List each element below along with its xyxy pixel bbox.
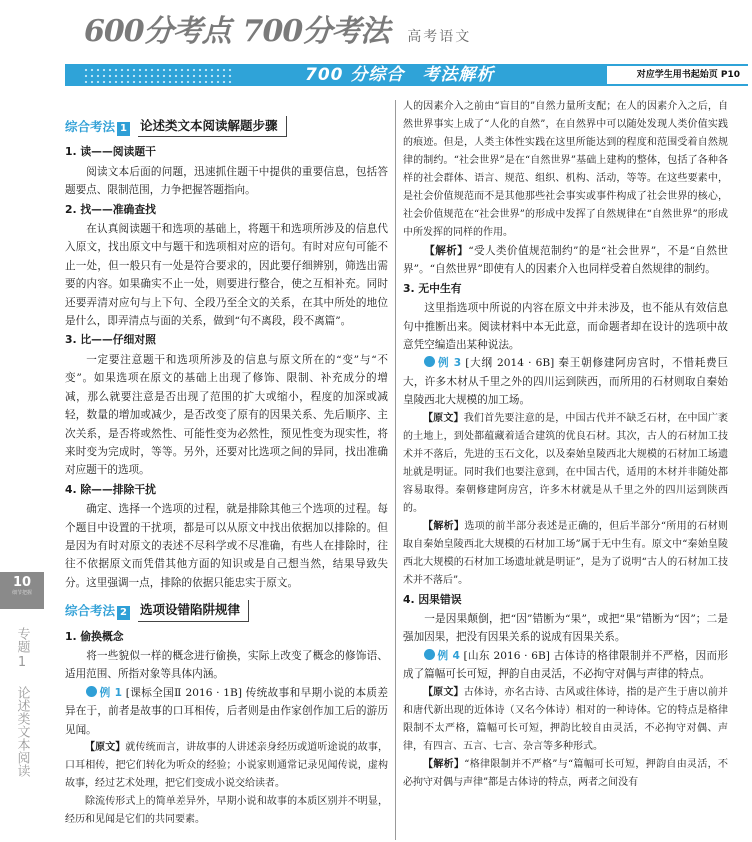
section-title: 论述类文本阅读解题步骤 xyxy=(138,116,287,137)
book-subtitle: 高考语文 xyxy=(407,29,472,45)
example-3-source xyxy=(403,410,728,518)
section-tag: 综合考法 1 xyxy=(65,118,130,136)
example-text: [课标全国Ⅱ 2016 · 1B] 传统故事和早期小说的本质差异在于，前者是故事的口耳相传，后者则是由作家创作加工后的游历见闻。 xyxy=(65,686,388,736)
continued-source-text: 人的因素介入之前由“盲目的”自然力量所支配；在人的因素介入之后，自然世界事实上成了“人化的自然”，在自然界中可以随处发现人类价值实践的痕迹。但是，人类主体性实践在这里所能达到的程度和范围受着自然规律的制约。“社会世界”是在“自然世界”基础上建构的整体，包括了各种各样的社会群体、语言、规范、组织、机构、活动，等等。在这些要素中，是社会价值规范而不是其他那些社会事实或事件构成了社会世界的核心，社会价值规范在“社会世界”的形成中发挥了自然规律在“自然世界”的形成中所发挥的同样的作用。 xyxy=(403,101,728,238)
analysis-label: 【解析】 xyxy=(424,245,469,257)
chapter-banner xyxy=(65,64,748,86)
source-label: 【原文】 xyxy=(423,686,464,698)
section-title: 选项设错陷阱规律 xyxy=(138,600,249,621)
side-topic-a: 专题 xyxy=(14,627,30,653)
example-3 xyxy=(403,354,728,409)
example-3-analysis xyxy=(403,518,728,590)
trap-heading-causality: 4. 因果错误 xyxy=(403,592,462,606)
example-bullet-icon xyxy=(86,686,97,697)
analysis-text: 选项的前半部分表述是正确的，但后半部分“所用的石材则取自秦始皇陵西北大规模的石材加工场”属于无中生有。原文中“秦始皇陵西北大规模的石材加工场遗址就是明证”，是为了说明“古人的石材加工技术并不落后”。 xyxy=(403,520,728,586)
right-column xyxy=(403,98,728,792)
banner-title: 700 分综合 考法解析 xyxy=(305,65,495,85)
trap-heading-concept: 1. 偷换概念 xyxy=(65,629,124,643)
example-bullet-icon xyxy=(424,649,435,660)
column-divider xyxy=(395,100,396,840)
source-text: 就传统而言，讲故事的人讲述亲身经历或道听途说的故事，口耳相传，把它们转化为听众的经验；小说家则通常记录见闻传说，虚构故事，经过艺术处理，把它们变成小说交给读者。 xyxy=(65,742,389,789)
step-paragraph-exclude: 确定、选择一个选项的过程，就是排除其他三个选项的过程。每个题目中设置的干扰项，都是可以从原文中找出依据加以排除的。但是因为有时对原文的表述不尽科学或不尽准确，有些人在排除时，往往不依据原文而凭借其他方面的知识或是自己想当然，结果导致失分。这里强调一点，排除的依据只能忠实于原文。 xyxy=(65,503,388,589)
page-small-label: 细节把握 xyxy=(11,590,32,596)
analysis-text: “受人类价值规范制约”的是“社会世界”，不是“自然世界”。“自然世界”即使有人的因素介入也同样受着自然规律的制约。 xyxy=(403,245,728,276)
banner-dot-pattern xyxy=(83,67,233,83)
left-column xyxy=(65,110,388,829)
step-heading-find: 2. 找——准确查找 xyxy=(65,202,156,216)
example-4 xyxy=(403,647,728,684)
example-text: [山东 2016 · 6B] 古体诗的格律限制并不严格，因而形成了篇幅可长可短，押韵自由灵活，不必拘守对偶与声律的特点。 xyxy=(403,649,728,681)
example-1-note: 除流传形式上的简单差异外，早期小说和故事的本质区别并不明显，经历和见闻是它们的共同要素。 xyxy=(65,796,388,825)
analysis-label: 【解析】 xyxy=(423,758,465,770)
page-number-box xyxy=(0,572,44,609)
page-number: 10 xyxy=(12,575,32,590)
step-paragraph-read: 阅读文本后面的问题，迅速抓住题干中提供的重要信息，包括答题要点、限制范围，力争把握答题指向。 xyxy=(65,165,388,197)
trap-heading-fabrication: 3. 无中生有 xyxy=(403,281,462,295)
example-1 xyxy=(65,684,388,739)
section-number: 1 xyxy=(117,122,130,136)
example-4-analysis xyxy=(403,756,728,792)
example-bullet-icon xyxy=(424,356,435,367)
side-tab xyxy=(0,572,44,777)
side-topic-b: 1 xyxy=(17,655,27,670)
section-tag: 综合考法 2 xyxy=(65,602,130,620)
analysis-2 xyxy=(403,242,728,279)
source-label: 【原文】 xyxy=(423,412,464,424)
trap-paragraph-fabrication: 这里指选项中所说的内容在原文中并未涉及，也不能从有效信息句中推断出来。阅读材料中本无此意，而命题者却在设计的选项中故意凭空编造出某种说法。 xyxy=(403,302,728,352)
logo-600: 600分考点 xyxy=(84,14,231,49)
section-number: 2 xyxy=(117,606,130,620)
source-text: 古体诗，亦名古诗、古风或往体诗，指的是产生于唐以前并和唐代新出现的近体诗（又名今体诗）相对的一种诗体。它的特点是格律限制不太严格，篇幅可长可短，押韵比较自由灵活，不必拘守对偶、声律，有四言、五言、七言、杂言等多种形式。 xyxy=(403,686,729,752)
example-text: [大纲 2014 · 6B] 秦王朝修建阿房宫时，不惜耗费巨大，许多木材从千里之外的四川运到陕西，而所用的石材则取自秦始皇陵西北大规模的加工场。 xyxy=(403,357,729,407)
source-label: 【原文】 xyxy=(85,742,126,753)
section-heading-1 xyxy=(65,116,388,137)
step-heading-exclude: 4. 除——排除干扰 xyxy=(65,482,156,496)
step-paragraph-find: 在认真阅读题干和选项的基础上，将题干和选项所涉及的信息代入原文，找出原文中与题干和选项相对应的语句。有时对应句可能不止一处，但一般只有一处是符合要求的，因此要仔细辨别，筛选出需要的内容。如果确实不止一处，则要进行整合，使之互相补充。同时还要弄清对应句与上下句、全段乃至全文的关系，在其中所处的地位是什么，即弄清点与面的关系，做到“句不离段，段不离篇”。 xyxy=(65,223,388,328)
example-label: 例 4 xyxy=(437,649,460,662)
example-4-source xyxy=(403,684,728,756)
analysis-text: “格律限制并不严格”与“篇幅可长可短，押韵自由灵活，不必拘守对偶与声律”都是古体诗的特点，两者之间没有 xyxy=(403,758,729,788)
step-paragraph-compare: 一定要注意题干和选项所涉及的信息与原文所在的“变”与“不变”。如果选项在原文的基础上出现了修饰、限制、补充成分的增减，那么就要注意是否出现了范围的扩大或缩小，程度的加深或减轻，数量的增加或减少，是否改变了原有的因果关系、先后顺序、主次关系，是否将或然性、可能性变为必然性，预见性变为现实性，将来时变为完成时，等等。另外，还要对比选项之间的异同，找出准确对应题干的选项。 xyxy=(65,353,388,477)
header-logo xyxy=(84,10,471,50)
side-topic-c: 论述类文本阅读 xyxy=(14,686,30,777)
example-1-source xyxy=(65,739,388,793)
trap-paragraph-causality: 一是因果颠倒，把“因”错断为“果”，或把“果”错断为“因”；二是强加因果，把没有因果关系的说成有因果关系。 xyxy=(403,613,728,644)
example-label: 例 3 xyxy=(437,357,462,370)
section-heading-2 xyxy=(65,600,388,621)
analysis-label: 【解析】 xyxy=(423,520,465,532)
logo-700: 700分考法 xyxy=(242,14,390,49)
example-label: 例 1 xyxy=(99,686,122,699)
step-heading-compare: 3. 比——仔细对照 xyxy=(65,333,156,347)
trap-paragraph-concept: 将一些貌似一样的概念进行偷换，实际上改变了概念的修饰语、适用范围、所指对象等具体内涵。 xyxy=(65,649,388,681)
step-heading-read: 1. 读——阅读题干 xyxy=(65,145,156,159)
source-text: 我们首先要注意的是，中国古代并不缺乏石材，在中国广袤的土地上，到处都蕴藏着适合建筑的优良石材。其次，古人的石材加工技术并不落后，先进的玉石文化，以及秦始皇陵西北大规模的石材加工场遗址就是明证。同时我们也要注意到，在中国古代，适用的木材并非随处都容易取得。秦朝修建阿房宫，许多木材就是从千里之外的四川运到陕西的。 xyxy=(403,412,729,514)
banner-page-reference: 对应学生用书起始页 P10 xyxy=(607,66,748,84)
